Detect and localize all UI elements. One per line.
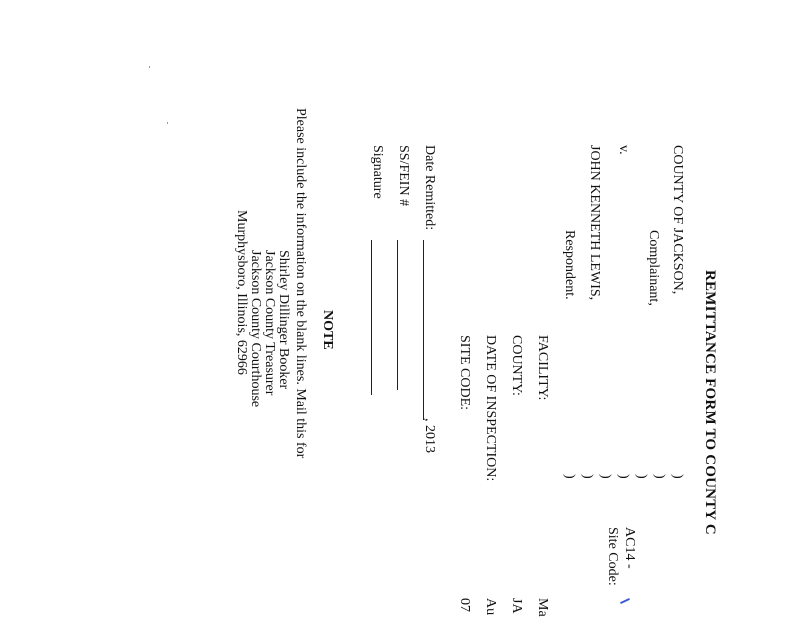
site-code-header-label: Site Code: — [605, 527, 620, 586]
bracket: ) — [634, 474, 649, 479]
county-label: COUNTY: — [509, 335, 524, 396]
site-code-value: 07 — [457, 598, 472, 612]
respondent-role: Respondent. — [562, 230, 577, 300]
ssfein-line — [397, 240, 398, 390]
scan-speck — [167, 122, 168, 124]
bracket: ) — [580, 474, 595, 479]
facility-label: FACILITY: — [535, 335, 550, 401]
ssfein-label: SS/FEIN # — [396, 145, 411, 207]
signature-label: Signature — [370, 145, 385, 199]
bracket: ) — [670, 474, 685, 479]
inspection-date-value: Au — [483, 598, 498, 616]
form-title: REMITTANCE FORM TO COUNTY C — [702, 270, 718, 535]
site-code-label: SITE CODE: — [457, 335, 472, 411]
year-suffix: , 2013 — [422, 418, 437, 453]
respondent-name: JOHN KENNETH LEWIS, — [587, 145, 602, 301]
address-line: Jackson County Courthouse — [248, 250, 263, 408]
signature-line — [371, 240, 372, 395]
note-text: Please include the information on the blank lines. Mail this for — [293, 108, 308, 459]
bracket: ) — [562, 474, 577, 479]
complainant-name: COUNTY OF JACKSON, — [670, 145, 685, 295]
inspection-date-label: DATE OF INSPECTION: — [483, 335, 498, 482]
address-line: Murphysboro, Illinois, 62966 — [234, 210, 249, 375]
complainant-role: Complainant, — [646, 230, 661, 306]
bracket: ) — [652, 474, 667, 479]
pen-mark — [620, 598, 630, 604]
date-remitted-line — [423, 240, 424, 420]
note-heading: NOTE — [320, 310, 335, 350]
address-line: Shirley Dillinger Booker — [276, 250, 291, 390]
county-value: JA — [509, 598, 524, 614]
date-remitted-label: Date Remitted: — [422, 145, 437, 231]
facility-value: Ma — [535, 598, 550, 617]
versus-text: v. — [616, 145, 631, 155]
bracket: ) — [598, 474, 613, 479]
case-number-label: AC14 - — [622, 527, 637, 569]
rotated-form — [234, 0, 730, 618]
address-line: Jackson County Treasurer — [262, 250, 277, 396]
scan-speck — [149, 66, 150, 68]
bracket: ) — [616, 474, 631, 479]
